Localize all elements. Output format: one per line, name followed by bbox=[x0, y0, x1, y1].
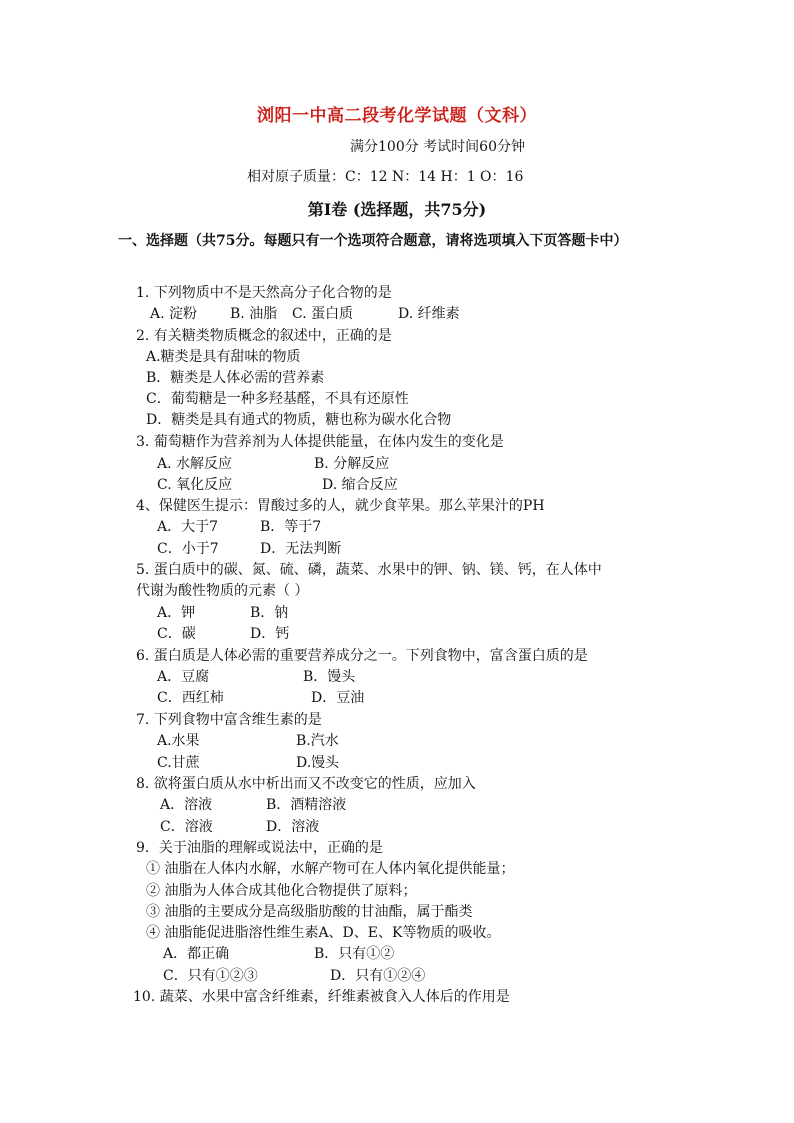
section-heading: 第Ⅰ卷 (选择题，共75分) bbox=[307, 200, 487, 219]
exam-subtitle: 满分100分 考试时间60分钟 bbox=[350, 139, 525, 155]
question-1-option-d: D. 纤维素 bbox=[398, 306, 460, 322]
question-2-option-d: D．糖类是具有通式的物质，糖也称为碳水化合物 bbox=[146, 412, 452, 428]
question-6-stem: 6. 蛋白质是人体必需的重要营养成分之一。下列食物中，富含蛋白质的是 bbox=[136, 648, 588, 664]
question-2-option-a: A.糖类是具有甜味的物质 bbox=[146, 349, 301, 365]
question-6-option-b: B．馒头 bbox=[303, 669, 356, 685]
question-7-stem: 7. 下列食物中富含维生素的是 bbox=[136, 712, 322, 728]
question-8-option-c: C．溶液 bbox=[160, 819, 213, 835]
question-9-statement-3: ③ 油脂的主要成分是高级脂肪酸的甘油酯，属于酯类 bbox=[146, 904, 473, 920]
question-9-option-c: C．只有①②③ bbox=[163, 968, 258, 984]
question-8-option-a: A．溶液 bbox=[160, 797, 213, 813]
question-8-option-d: D．溶液 bbox=[266, 819, 320, 835]
question-9-statement-2: ② 油脂为人体合成其他化合物提供了原料； bbox=[146, 883, 417, 899]
question-7-option-c: C.甘蔗 bbox=[157, 755, 200, 771]
question-1-option-b: B. 油脂 bbox=[230, 306, 278, 322]
question-3-stem: 3. 葡萄糖作为营养剂为人体提供能量，在体内发生的变化是 bbox=[136, 434, 504, 450]
question-2-option-b: B．糖类是人体必需的营养素 bbox=[146, 370, 325, 386]
question-9-option-b: B．只有①② bbox=[314, 946, 395, 962]
question-5-stem-continued: 代谢为酸性物质的元素（ ） bbox=[136, 583, 309, 599]
question-4-option-a: A．大于7 bbox=[157, 519, 219, 535]
question-5-option-b: B．钠 bbox=[250, 605, 289, 621]
question-6-option-c: C．西红柿 bbox=[157, 690, 224, 706]
question-5-option-a: A．钾 bbox=[157, 605, 196, 621]
exam-title: 浏阳一中高二段考化学试题（文科） bbox=[257, 106, 537, 126]
question-2-stem: 2. 有关糖类物质概念的叙述中，正确的是 bbox=[136, 328, 392, 344]
question-5-option-d: D．钙 bbox=[250, 626, 290, 642]
question-6-option-d: D．豆油 bbox=[311, 690, 365, 706]
question-4-option-b: B．等于7 bbox=[260, 519, 322, 535]
question-4-option-c: C．小于7 bbox=[157, 541, 219, 557]
question-1-option-c: C. 蛋白质 bbox=[292, 306, 354, 322]
question-8-stem: 8. 欲将蛋白质从水中析出而又不改变它的性质，应加入 bbox=[136, 776, 476, 792]
question-3-option-a: A. 水解反应 bbox=[157, 456, 233, 472]
question-3-option-c: C. 氧化反应 bbox=[157, 477, 233, 493]
question-3-option-b: B. 分解反应 bbox=[314, 456, 390, 472]
question-10-stem: 10. 蔬菜、水果中富含纤维素，纤维素被食入人体后的作用是 bbox=[133, 989, 510, 1005]
question-4-option-d: D．无法判断 bbox=[260, 541, 342, 557]
question-9-statement-1: ① 油脂在人体内水解，水解产物可在人体内氧化提供能量； bbox=[146, 861, 515, 877]
question-7-option-b: B.汽水 bbox=[296, 733, 339, 749]
question-9-option-d: D．只有①②④ bbox=[330, 968, 426, 984]
question-7-option-d: D.馒头 bbox=[296, 755, 340, 771]
question-5-stem: 5. 蛋白质中的碳、氮、硫、磷，蔬菜、水果中的钾、钠、镁、钙，在人体中 bbox=[136, 562, 602, 578]
question-5-option-c: C．碳 bbox=[157, 626, 196, 642]
question-9-option-a: A．都正确 bbox=[163, 946, 230, 962]
question-4-stem: 4、保健医生提示：胃酸过多的人，就少食苹果。那么苹果汁的PH bbox=[136, 498, 545, 514]
question-7-option-a: A.水果 bbox=[157, 733, 200, 749]
question-2-option-c: C．葡萄糖是一种多羟基醛，不具有还原性 bbox=[146, 391, 409, 407]
question-9-statement-4: ④ 油脂能促进脂溶性维生素A、D、E、K等物质的吸收。 bbox=[146, 925, 501, 941]
instruction-text: 一、选择题（共75分。每题只有一个选项符合题意，请将选项填入下页答题卡中） bbox=[118, 233, 628, 249]
question-9-stem: 9．关于油脂的理解或说法中，正确的是 bbox=[136, 840, 383, 856]
question-1-option-a: A. 淀粉 bbox=[150, 306, 198, 322]
question-6-option-a: A．豆腐 bbox=[157, 669, 210, 685]
question-1-stem: 1. 下列物质中不是天然高分子化合物的是 bbox=[136, 285, 392, 301]
question-8-option-b: B．酒精溶液 bbox=[266, 797, 347, 813]
atomic-mass-line: 相对原子质量：C：12 N：14 H：1 O：16 bbox=[247, 169, 524, 185]
question-3-option-d: D. 缩合反应 bbox=[322, 477, 398, 493]
